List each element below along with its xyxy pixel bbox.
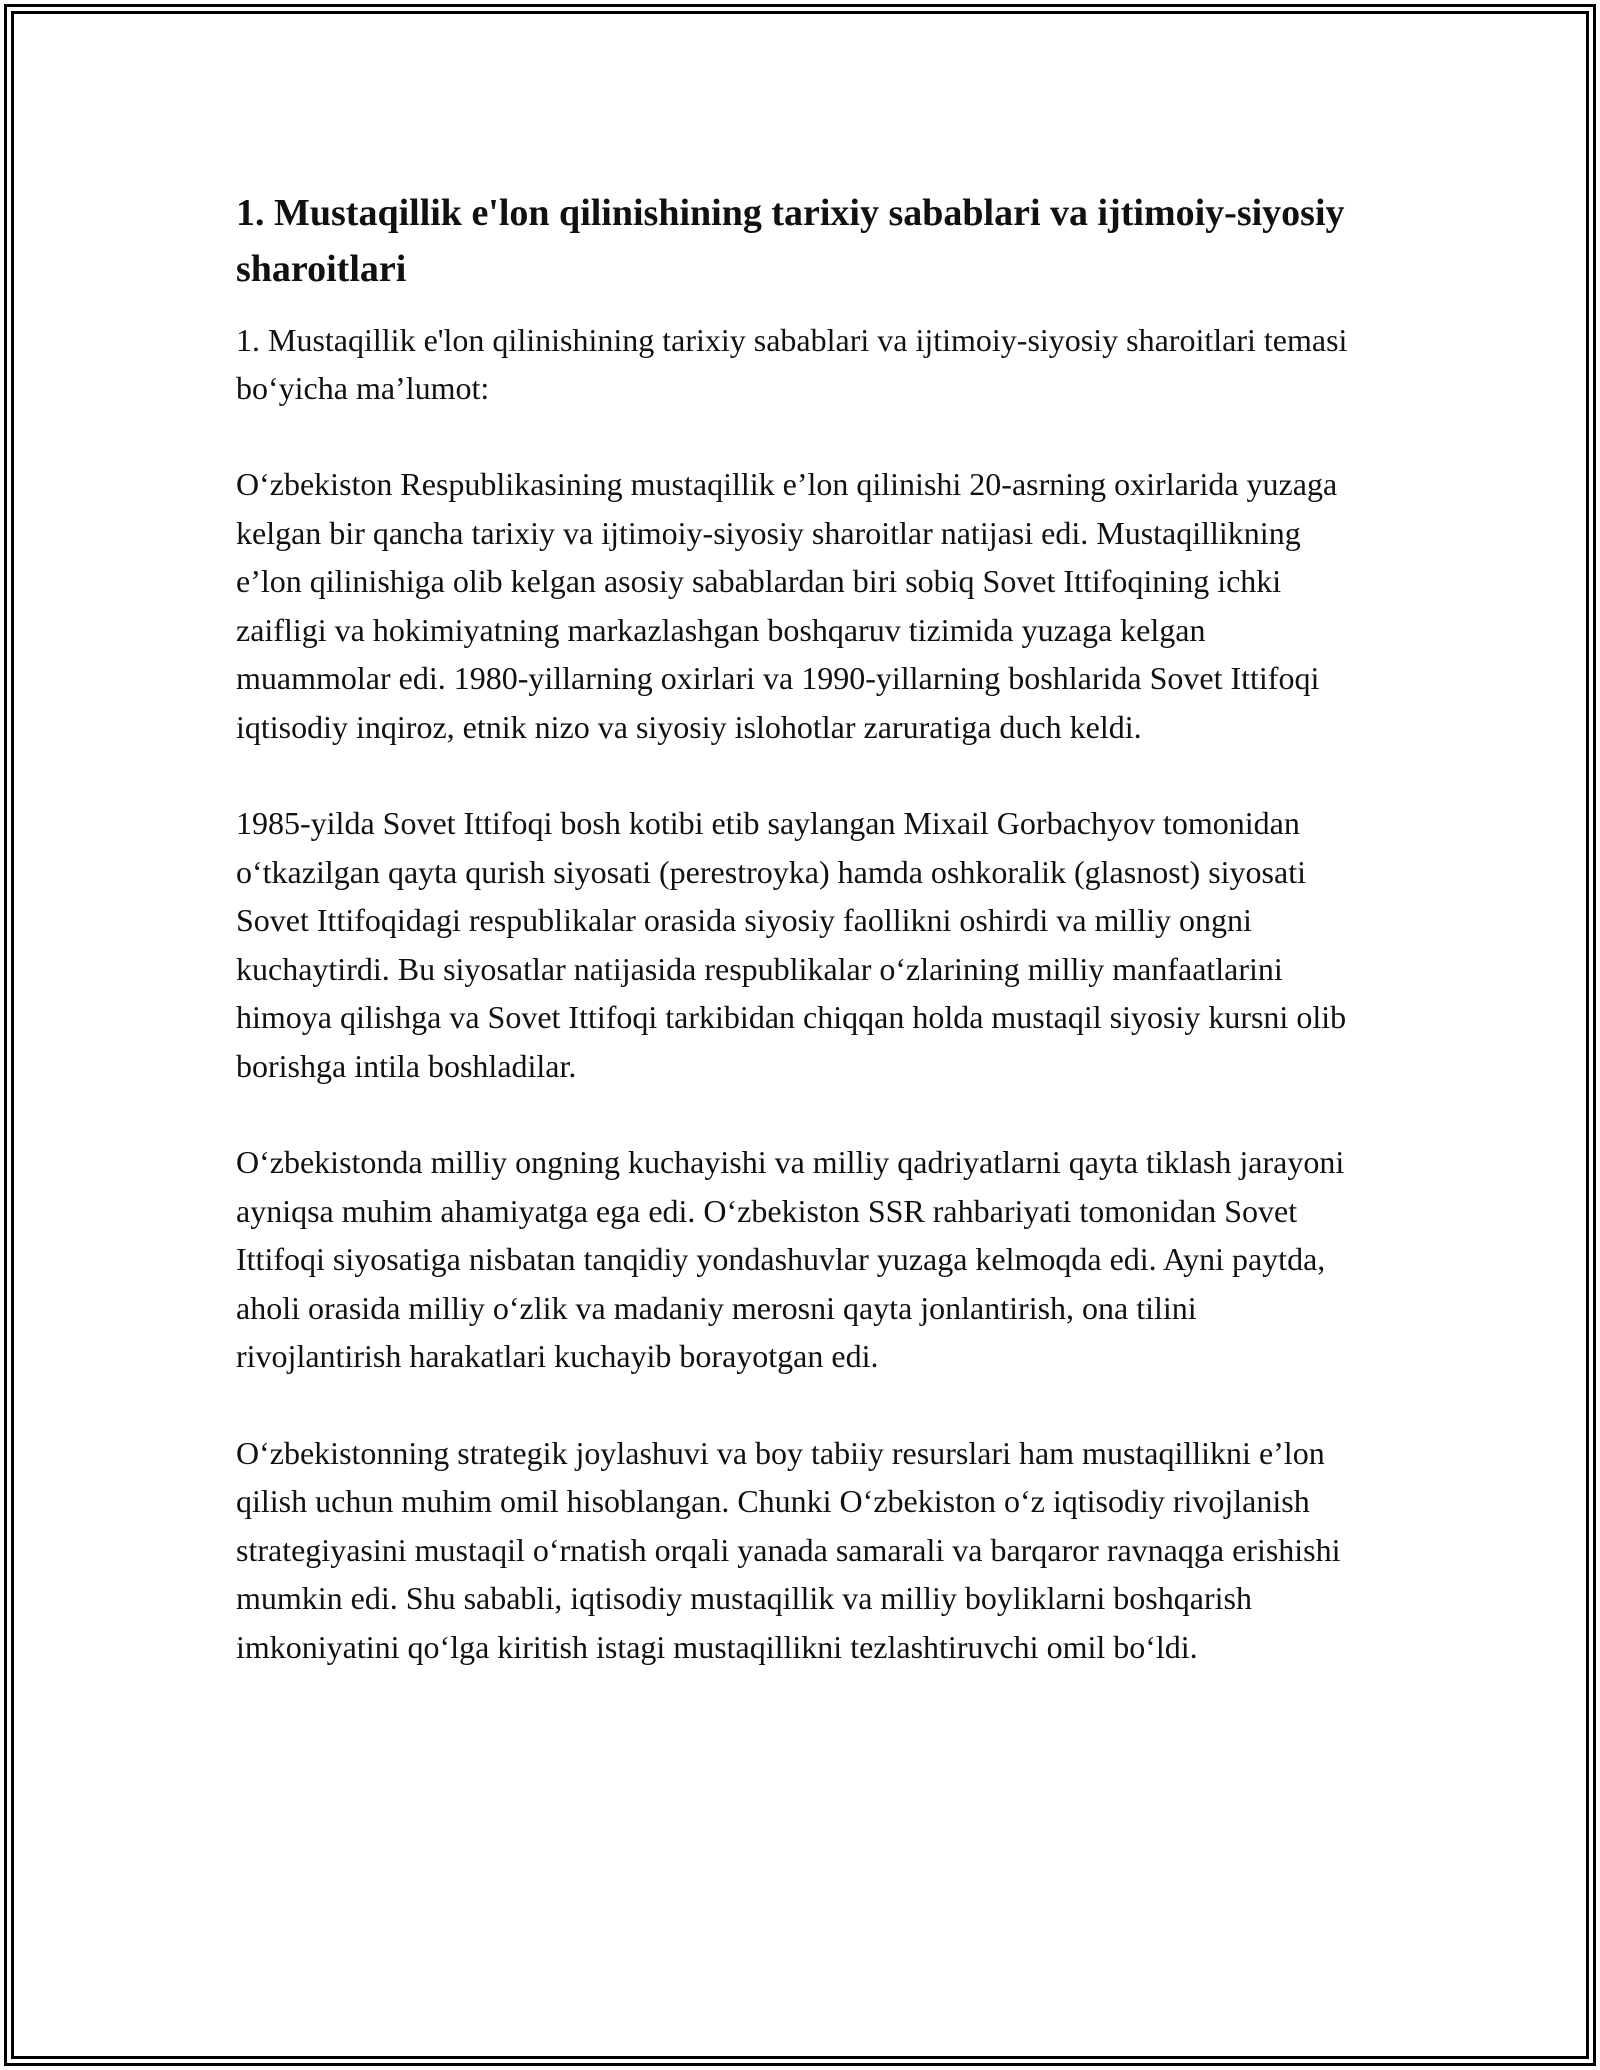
body-paragraph-2: 1985-yilda Sovet Ittifoqi bosh kotibi etib saylangan Mixail Gorbachyov tomonidan o‘tkazilgan qayta qurish siyosati (perestroyka) hamda oshkoralik (glasnost) siyosati Sovet Ittifoqidagi respublikalar orasida siyosiy faollikni oshirdi va milliy ongni kuchaytirdi. Bu siyosatlar natijasida respublikalar o‘zlarining milliy manfaatlarini himoya qilishga va Sovet Ittifoqi tarkibidan chiqqan holda mustaqil siyosiy kursni olib borishga intila boshladilar. [236, 805, 1347, 1084]
document-title: 1. Mustaqillik e'lon qilinishining tarixiy sabablari va ijtimoiy-siyosiy sharoitlari [236, 192, 1345, 290]
body-paragraph-4: O‘zbekistonning strategik joylashuvi va boy tabiiy resurslari ham mustaqillikni e’lon qilish uchun muhim omil hisoblangan. Chunki O‘zbekiston o‘z iqtisodiy rivojlanish strategiyasini mustaqil o‘rnatish orqali yanada samarali va barqaror ravnaqga erishishi mumkin edi. Shu sababli, iqtisodiy mustaqillik va milliy boyliklarni boshqarish imkoniyatini qo‘lga kiritish istagi mustaqillikni tezlashtiruvchi omil bo‘ldi. [236, 1434, 1341, 1665]
body-paragraph-1: O‘zbekiston Respublikasining mustaqillik e’lon qilinishi 20-asrning oxirlarida yuzaga kelgan bir qancha tarixiy va ijtimoiy-siyosiy sharoitlar natijasi edi. Mustaqillikning e’lon qilinishiga olib kelgan asosiy sabablardan biri sobiq Sovet Ittifoqining ichki zaifligi va hokimiyatning markazlashgan boshqaruv tizimida yuzaga kelgan muammolar edi. 1980-yillarning oxirlari va 1990-yillarning boshlarida Sovet Ittifoqi iqtisodiy inqiroz, etnik nizo va siyosiy islohotlar zaruratiga duch keldi. [236, 466, 1338, 745]
body-paragraph-3: O‘zbekistonda milliy ongning kuchayishi va milliy qadriyatlarni qayta tiklash jarayoni ayniqsa muhim ahamiyatga ega edi. O‘zbekiston SSR rahbariyati tomonidan Sovet Ittifoqi siyosatiga nisbatan tanqidiy yondashuvlar yuzaga kelmoqda edi. Ayni paytda, aholi orasida milliy o‘zlik va madaniy merosni qayta jonlantirish, ona tilini rivojlantirish harakatlari kuchayib borayotgan edi. [236, 1144, 1345, 1374]
document-page [236, 185, 1366, 1671]
intro-paragraph: 1. Mustaqillik e'lon qilinishining tarixiy sabablari va ijtimoiy-siyosiy sharoitlari temasi bo‘yicha ma’lumot: [236, 322, 1348, 406]
